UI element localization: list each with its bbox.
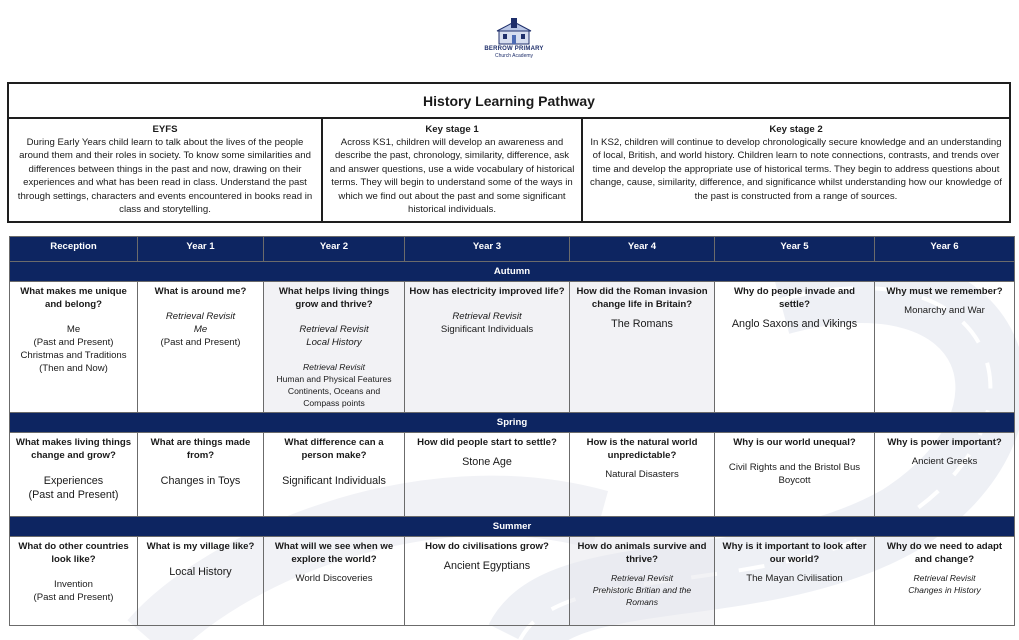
page-title: History Learning Pathway bbox=[9, 84, 1009, 119]
question: How do animals survive and thrive? bbox=[577, 541, 707, 565]
question: Why do people invade and settle? bbox=[734, 286, 855, 310]
topic: Anglo Saxons and Vikings bbox=[731, 318, 858, 330]
topic: Me bbox=[66, 324, 81, 335]
topic: Compass points bbox=[303, 398, 365, 408]
question: What makes living things change and grow? bbox=[15, 437, 132, 461]
question: How did the Roman invasion change life in Britain? bbox=[576, 286, 708, 310]
retrieval-revisit: Retrieval Revisit bbox=[913, 573, 976, 583]
year-header: Year 6 bbox=[875, 237, 1015, 262]
topic: Prehistoric Britian and the bbox=[592, 585, 692, 595]
retrieval-revisit: Retrieval Revisit bbox=[452, 311, 522, 322]
intro-text: In KS2, children will continue to develop chronologically secure knowledge and an understanding of local, British, and world history. Children learn to note connections, contrasts, and trends over time and develop the appropriate use of historical terms. They begin to address questions about change, cause, similarity, difference, and significance whilst understanding how our knowledge of the past is constructed from a range of sources. bbox=[590, 137, 1002, 202]
school-building-icon bbox=[494, 18, 534, 46]
topic: World Discoveries bbox=[295, 573, 373, 584]
year-header: Reception bbox=[10, 237, 138, 262]
year-header: Year 4 bbox=[570, 237, 715, 262]
topic: Christmas and Traditions bbox=[20, 350, 127, 361]
topic: Local History bbox=[169, 566, 232, 578]
topic: The Mayan Civilisation bbox=[746, 573, 843, 584]
term-autumn: Autumn bbox=[10, 262, 1015, 282]
topic: Local History bbox=[306, 337, 362, 348]
intro-ks2 bbox=[581, 119, 1009, 221]
question: What helps living things grow and thrive? bbox=[278, 286, 390, 310]
pathway-table bbox=[9, 236, 1015, 626]
intro-heading: EYFS bbox=[152, 124, 178, 135]
topic: Civil Rights and the Bristol Bus Boycott bbox=[728, 462, 861, 486]
intro-panel bbox=[7, 82, 1011, 223]
cell-year4-summer bbox=[570, 537, 715, 626]
topic: The Romans bbox=[611, 318, 673, 330]
question: How is the natural world unpredictable? bbox=[586, 437, 698, 461]
topic-note: (Past and Present) bbox=[160, 337, 241, 348]
intro-heading: Key stage 1 bbox=[425, 124, 479, 135]
cell-year1-summer bbox=[138, 537, 264, 626]
question: What will we see when we explore the world? bbox=[274, 541, 394, 565]
year-header: Year 5 bbox=[715, 237, 875, 262]
school-logo bbox=[478, 18, 550, 66]
question: What difference can a person make? bbox=[284, 437, 384, 461]
question: Why is our world unequal? bbox=[733, 437, 856, 448]
year-header: Year 2 bbox=[264, 237, 405, 262]
cell-year1-autumn bbox=[138, 282, 264, 413]
year-header: Year 1 bbox=[138, 237, 264, 262]
retrieval-revisit: Retrieval Revisit bbox=[610, 573, 674, 583]
term-spring: Spring bbox=[10, 413, 1015, 433]
topic: Ancient Egyptians bbox=[443, 560, 531, 572]
cell-year3-summer bbox=[405, 537, 570, 626]
topic: Natural Disasters bbox=[605, 469, 679, 480]
question: What is around me? bbox=[154, 286, 247, 297]
question: What do other countries look like? bbox=[18, 541, 129, 565]
cell-year4-spring bbox=[570, 433, 715, 517]
question: How did people start to settle? bbox=[417, 437, 557, 448]
cell-year5-summer bbox=[715, 537, 875, 626]
topic: Me bbox=[193, 324, 208, 335]
question: Why is power important? bbox=[887, 437, 1002, 448]
question: Why is it important to look after our world? bbox=[722, 541, 867, 565]
topic-note: (Past and Present) bbox=[28, 489, 119, 501]
table-row bbox=[10, 537, 1015, 626]
question: What makes me unique and belong? bbox=[20, 286, 127, 310]
cell-year6-autumn bbox=[875, 282, 1015, 413]
topic: Changes in History bbox=[908, 585, 981, 595]
question: Why do we need to adapt and change? bbox=[886, 541, 1003, 565]
logo-name: BERROW bbox=[484, 46, 513, 52]
cell-reception-spring bbox=[10, 433, 138, 517]
topic-note: (Then and Now) bbox=[39, 363, 108, 374]
question: Why must we remember? bbox=[886, 286, 1003, 297]
cell-reception-autumn bbox=[10, 282, 138, 413]
year-header-row bbox=[10, 237, 1015, 262]
topic: Significant Individuals bbox=[282, 475, 386, 487]
cell-year4-autumn bbox=[570, 282, 715, 413]
retrieval-revisit: Retrieval Revisit bbox=[299, 324, 369, 335]
topic: Invention bbox=[54, 579, 93, 590]
cell-year6-summer bbox=[875, 537, 1015, 626]
cell-year6-spring bbox=[875, 433, 1015, 517]
cell-year5-autumn bbox=[715, 282, 875, 413]
topic: Experiences bbox=[43, 475, 104, 487]
cell-year2-autumn bbox=[264, 282, 405, 413]
cell-year2-spring bbox=[264, 433, 405, 517]
retrieval-revisit: Retrieval Revisit bbox=[302, 362, 366, 372]
intro-text: During Early Years child learn to talk about the lives of the people around them and their roles in society. To know some similarities and differences between things in the past and now, drawing on their experiences and what has been read in class. Understand the past through settings, characters and events encountered in books read in class and storytelling. bbox=[17, 137, 313, 216]
question: What is my village like? bbox=[146, 541, 255, 552]
cell-year3-autumn bbox=[405, 282, 570, 413]
topic: Significant Individuals bbox=[440, 324, 534, 335]
table-row bbox=[10, 433, 1015, 517]
topic: Romans bbox=[626, 597, 658, 607]
topic: Changes in Toys bbox=[160, 475, 241, 487]
cell-reception-summer bbox=[10, 537, 138, 626]
intro-eyfs bbox=[9, 119, 321, 221]
question: How do civilisations grow? bbox=[425, 541, 549, 552]
retrieval-revisit: Retrieval Revisit bbox=[165, 311, 236, 322]
topic: Stone Age bbox=[462, 456, 512, 468]
cell-year5-spring bbox=[715, 433, 875, 517]
intro-ks1 bbox=[321, 119, 581, 221]
table-row bbox=[10, 282, 1015, 413]
topic: Continents, Oceans and bbox=[287, 386, 381, 396]
term-summer: Summer bbox=[10, 517, 1015, 537]
intro-heading: Key stage 2 bbox=[769, 124, 823, 135]
topic-note: (Past and Present) bbox=[33, 592, 114, 603]
question: What are things made from? bbox=[150, 437, 251, 461]
cell-year1-spring bbox=[138, 433, 264, 517]
intro-text: Across KS1, children will develop an awareness and describe the past, chronology, similarity, difference, ask and answer questions, use a wide vocabulary of historical terms. They will begin to understand some of the ways in which we find out about the past and some significant historical individuals. bbox=[329, 137, 575, 216]
cell-year2-summer bbox=[264, 537, 405, 626]
year-header: Year 3 bbox=[405, 237, 570, 262]
logo-subtitle: Church Academy bbox=[494, 53, 534, 59]
topic: Monarchy and War bbox=[904, 305, 985, 316]
topic: Ancient Greeks bbox=[911, 456, 978, 467]
topic-note: (Past and Present) bbox=[33, 337, 114, 348]
logo-name-b: PRIMARY bbox=[514, 46, 544, 52]
topic: Human and Physical Features bbox=[276, 374, 392, 384]
cell-year3-spring bbox=[405, 433, 570, 517]
question: How has electricity improved life? bbox=[409, 286, 565, 297]
